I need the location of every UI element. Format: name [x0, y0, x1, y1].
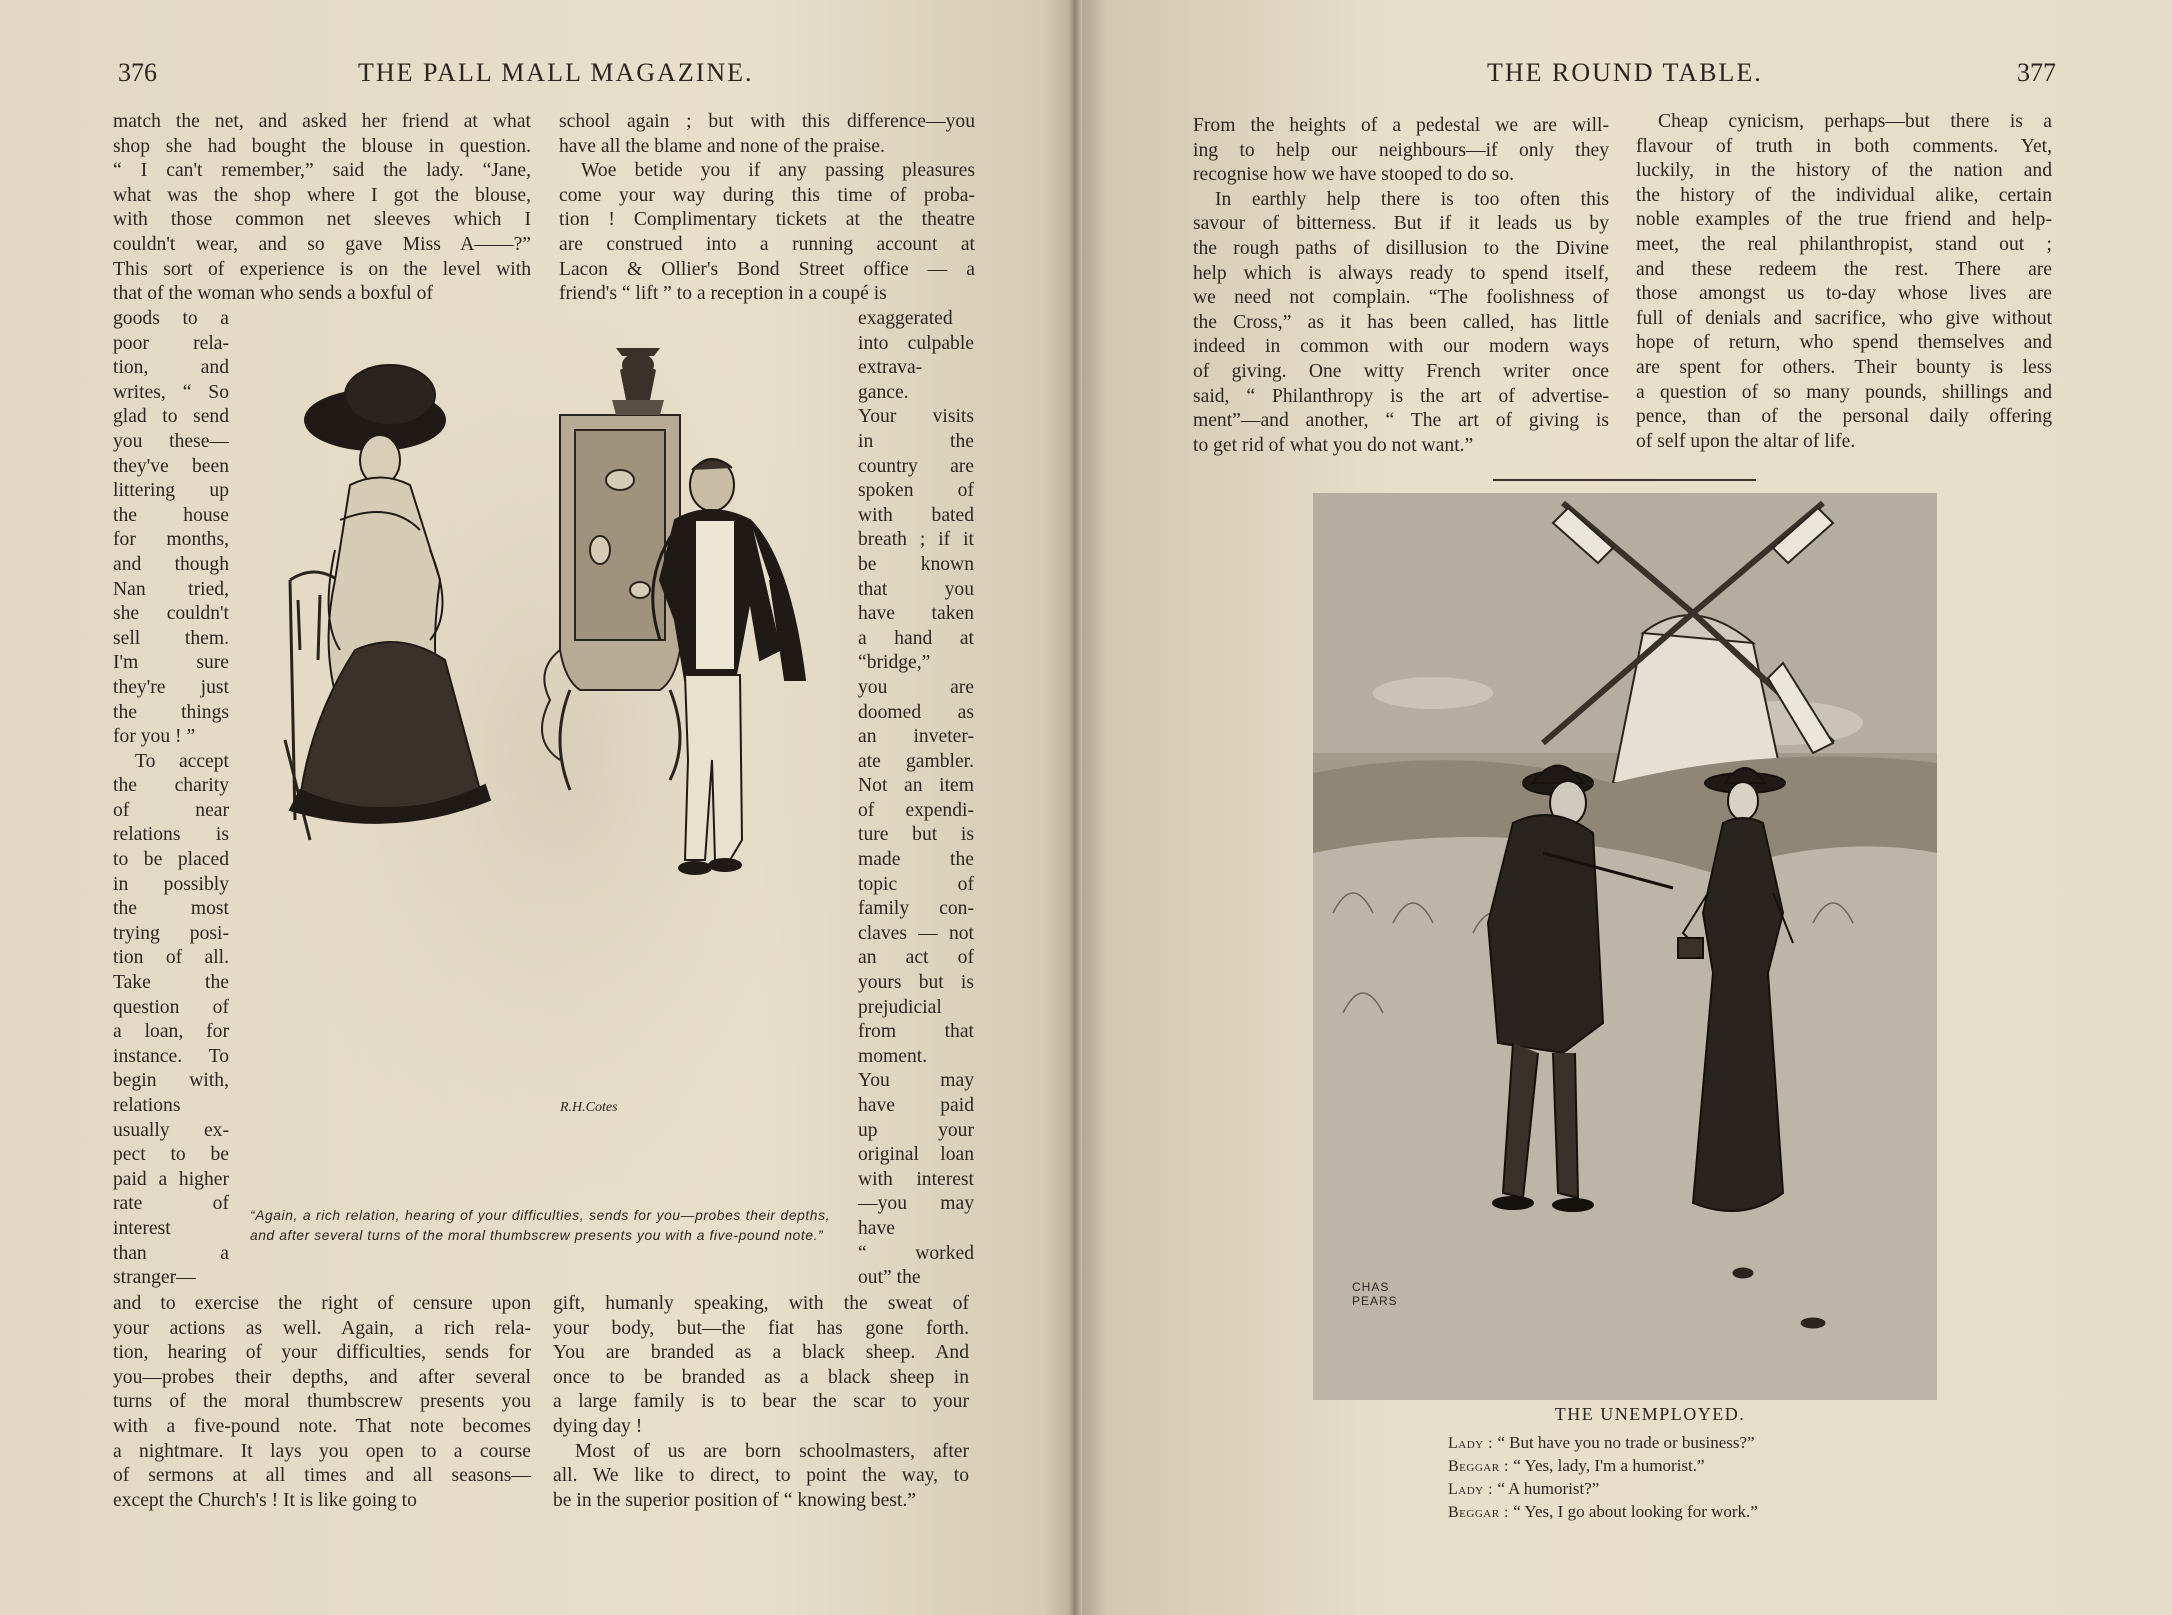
text-line: In earthly help there is too often this: [1215, 188, 1609, 210]
text-line: trying posi-: [113, 922, 229, 944]
text-line: dying day !: [553, 1415, 643, 1437]
text-line: those amongst us to-day whose lives are: [1636, 283, 2052, 305]
text-line: they're just: [113, 676, 229, 698]
text-line: shop she had bought the blouse in question.: [113, 135, 531, 157]
text-line: writes, “ So: [113, 381, 229, 403]
text-line: turns of the moral thumbscrew presents you: [113, 1391, 531, 1413]
text-line: relations: [113, 1095, 181, 1116]
text-line: “bridge,”: [858, 652, 931, 674]
text-line: up your: [858, 1119, 974, 1141]
text-line: Nan tried,: [113, 578, 229, 600]
text-line: of expendi-: [858, 799, 974, 821]
text-line: out” the: [858, 1267, 921, 1289]
text-line: have all the blame and none of the praise.: [559, 135, 885, 157]
text-line: than a: [113, 1242, 229, 1264]
text-line: to get rid of what you do not want.”: [1193, 434, 1474, 456]
text-line: once to be branded as a black sheep in: [553, 1366, 969, 1388]
text-line: stranger—: [113, 1267, 196, 1289]
dialogue-text: “ But have you no trade or business?”: [1493, 1433, 1755, 1452]
text-line: the rough paths of disillusion to the Divine: [1193, 237, 1609, 259]
running-head-left: THE PALL MALL MAGAZINE.: [358, 58, 754, 87]
text-line: are construed into a running account at: [559, 233, 975, 255]
text-line: that of the woman who sends a boxful of: [113, 283, 433, 305]
text-line: the house: [113, 504, 229, 526]
left-col1-narrow-text: [113, 307, 229, 1291]
text-line: except the Church's ! It is like going to: [113, 1489, 417, 1511]
text-line: a hand at: [858, 627, 974, 649]
text-line: friend's “ lift ” to a reception in a coupé is: [559, 283, 887, 305]
text-line: gift, humanly speaking, with the sweat of: [553, 1293, 969, 1314]
text-line: what was the shop where I got the blouse,: [113, 184, 531, 206]
text-line: with bated: [858, 504, 974, 526]
text-line: moment.: [858, 1045, 928, 1067]
text-line: the most: [113, 898, 229, 920]
figure-title: THE UNEMPLOYED.: [1554, 1404, 1746, 1424]
text-line: have: [858, 1217, 895, 1239]
text-line: —you may: [858, 1193, 974, 1215]
text-line: tion, and: [113, 357, 229, 379]
section-rule: [1493, 479, 1756, 481]
text-line: that you: [858, 578, 974, 600]
text-line: match the net, and asked her friend at what: [113, 111, 531, 132]
text-line: usually ex-: [113, 1119, 229, 1141]
text-line: begin with,: [113, 1070, 229, 1092]
text-line: school again ; but with this difference—you: [559, 111, 975, 132]
text-line: Lacon & Ollier's Bond Street office — a: [559, 258, 975, 280]
text-line: help which is always ready to spend itself,: [1193, 262, 1609, 284]
text-line: we need not complain. “The foolishness of: [1193, 287, 1609, 309]
text-line: goods to a: [113, 308, 229, 329]
text-line: pence, than of the personal daily offering: [1636, 406, 2052, 428]
text-line: interest: [113, 1217, 171, 1239]
dialogue-speaker: Lady :: [1448, 1481, 1494, 1498]
text-line: you are: [858, 676, 974, 698]
text-line: paid a higher: [113, 1168, 229, 1190]
text-line: From the heights of a pedestal we are will-: [1193, 115, 1609, 136]
text-line: question of: [113, 996, 229, 1018]
text-line: with a five-pound note. That note becomes: [113, 1415, 531, 1437]
text-line: they've been: [113, 455, 229, 477]
text-line: in possibly: [113, 873, 229, 895]
artist-signature-left: R.H.Cotes: [560, 1100, 618, 1115]
text-line: the charity: [113, 775, 229, 797]
text-line: Woe betide you if any passing pleasures: [581, 160, 975, 182]
text-line: are spent for others. Their bounty is less: [1636, 356, 2052, 378]
text-line: flavour of truth in both comments. Yet,: [1636, 135, 2052, 157]
text-line: claves — not: [858, 922, 974, 944]
text-line: a loan, for: [113, 1021, 229, 1043]
text-line: country are: [858, 455, 974, 477]
text-line: Your visits: [858, 406, 974, 428]
left-col2-narrow-text: [858, 307, 974, 1291]
text-line: of self upon the altar of life.: [1636, 430, 1856, 452]
page-number-left: 376: [118, 58, 157, 87]
left-col1-top-text: [113, 110, 531, 307]
text-line: in the: [858, 430, 974, 452]
text-line: with those common net sleeves which I: [113, 209, 531, 231]
text-line: recognise how we have stooped to do so.: [1193, 164, 1515, 186]
text-line: extrava-: [858, 357, 923, 379]
left-col2-top-text: [559, 110, 975, 307]
text-line: I'm sure: [113, 652, 229, 674]
text-line: “ I can't remember,” said the lady. “Jane,: [113, 160, 531, 182]
text-line: a question of so many pounds, shillings and: [1636, 381, 2052, 403]
page-number-right: 377: [2017, 58, 2056, 87]
text-line: original loan: [858, 1144, 974, 1166]
text-line: come your way during this time of proba-: [559, 184, 975, 206]
text-line: of sermons at all times and all seasons—: [113, 1465, 531, 1487]
text-line: a large family is to bear the scar to your: [553, 1391, 969, 1413]
text-line: indeed in common with our modern ways: [1193, 336, 1609, 358]
text-line: full of denials and sacrifice, who give without: [1636, 307, 2052, 329]
dialogue-text: “ A humorist?”: [1493, 1479, 1600, 1498]
illustration-the-unemployed: [1313, 493, 1937, 1400]
text-line: prejudicial: [858, 996, 942, 1018]
text-line: a nightmare. It lays you open to a course: [113, 1440, 531, 1462]
text-line: Not an item: [858, 775, 974, 797]
text-line: into culpable: [858, 332, 974, 354]
dialogue-speaker: Beggar :: [1448, 1458, 1510, 1475]
text-line: the Cross,” as it has been called, has little: [1193, 311, 1609, 333]
text-line: all. We like to direct, to point the way, to: [553, 1465, 969, 1487]
dialogue-speaker: Beggar :: [1448, 1504, 1510, 1521]
text-line: gance.: [858, 381, 909, 403]
text-line: topic of: [858, 873, 974, 895]
text-line: be known: [858, 553, 974, 575]
artist-signature-right: CHAS PEARS: [1352, 1280, 1398, 1308]
dialogue-line: [1448, 1478, 1758, 1501]
text-line: and though: [113, 553, 229, 575]
dialogue-text: “ Yes, I go about looking for work.”: [1509, 1502, 1758, 1521]
text-line: spoken of: [858, 480, 974, 502]
text-line: littering up: [113, 480, 229, 502]
text-line: This sort of experience is on the level with: [113, 258, 531, 280]
text-line: and these redeem the rest. There are: [1636, 258, 2052, 280]
text-line: you—probes their depths, and after several: [113, 1366, 531, 1388]
right-col1-text: [1193, 114, 1609, 458]
text-line: the history of the individual alike, certain: [1636, 184, 2052, 206]
text-line: for you ! ”: [113, 726, 196, 748]
text-line: breath ; if it: [858, 529, 974, 551]
text-line: meet, the real philanthropist, stand out ;: [1636, 233, 2052, 255]
text-line: ment”—and another, “ The art of giving is: [1193, 410, 1609, 432]
text-line: have taken: [858, 603, 974, 625]
dialogue-line: [1448, 1432, 1758, 1455]
text-line: tion of all.: [113, 947, 229, 969]
dialogue-line: [1448, 1455, 1758, 1478]
illustration-wealthy-relation: [280, 320, 840, 1190]
text-line: luckily, in the history of the nation and: [1636, 160, 2052, 182]
text-line: glad to send: [113, 406, 229, 428]
text-line: You are branded as a black sheep. And: [553, 1342, 969, 1364]
text-line: ate gambler.: [858, 750, 974, 772]
text-line: family con-: [858, 898, 974, 920]
text-line: Most of us are born schoolmasters, after: [575, 1440, 969, 1462]
text-line: for months,: [113, 529, 229, 551]
text-line: You may: [858, 1070, 974, 1092]
text-line: to be placed: [113, 849, 229, 871]
dialogue-speaker: Lady :: [1448, 1435, 1494, 1452]
left-col2-bottom-text: [553, 1292, 969, 1513]
text-line: hope of return, who spend themselves and: [1636, 332, 2052, 354]
dialogue-line: [1448, 1501, 1758, 1524]
running-head-right: THE ROUND TABLE.: [1487, 58, 1763, 87]
text-line: an act of: [858, 947, 974, 969]
text-line: ture but is: [858, 824, 974, 846]
text-line: doomed as: [858, 701, 974, 723]
text-line: of giving. One witty French writer once: [1193, 360, 1609, 382]
figure-dialogue: [1448, 1432, 1758, 1524]
text-line: Cheap cynicism, perhaps—but there is a: [1658, 111, 2052, 132]
text-line: have paid: [858, 1095, 974, 1116]
right-col2-text: [1636, 110, 2052, 454]
text-line: from that: [858, 1021, 974, 1043]
text-line: ing to help our neighbours—if only they: [1193, 139, 1609, 161]
illustration-caption: “Again, a rich relation, hearing of your difficulties, sends for you—probes their depths, and after several turns of the moral thumbscrew presents you with a five-pound note.”: [250, 1208, 830, 1243]
text-line: noble examples of the true friend and help-: [1636, 209, 2052, 231]
text-line: said, “ Philanthropy is the art of advertise-: [1193, 385, 1609, 407]
text-line: and to exercise the right of censure upon: [113, 1293, 531, 1314]
text-line: she couldn't: [113, 603, 229, 625]
text-line: rate of: [113, 1193, 229, 1215]
text-line: couldn't wear, and so gave Miss A——?”: [113, 233, 531, 255]
text-line: savour of bitterness. But if it leads us by: [1193, 213, 1609, 235]
text-line: yours but is: [858, 972, 974, 994]
text-line: tion, hearing of your difficulties, sends for: [113, 1342, 531, 1364]
book-gutter: [1068, 0, 1082, 1615]
text-line: your body, but—the fiat has gone forth.: [553, 1317, 969, 1339]
text-line: poor rela-: [113, 332, 229, 354]
text-line: To accept: [135, 750, 229, 772]
text-line: “ worked: [858, 1242, 974, 1264]
text-line: sell them.: [113, 627, 229, 649]
text-line: you these—: [113, 430, 229, 452]
text-line: tion ! Complimentary tickets at the theatre: [559, 209, 975, 231]
text-line: Take the: [113, 972, 229, 994]
text-line: relations is: [113, 824, 229, 846]
text-line: of near: [113, 799, 229, 821]
left-col1-bottom-text: [113, 1292, 531, 1513]
text-line: instance. To: [113, 1045, 229, 1067]
text-line: made the: [858, 849, 974, 871]
dialogue-text: “ Yes, lady, I'm a humorist.”: [1509, 1456, 1705, 1475]
text-line: exaggerated: [858, 308, 953, 329]
text-line: be in the superior position of “ knowing best.”: [553, 1489, 916, 1511]
text-line: the things: [113, 701, 229, 723]
text-line: with interest: [858, 1168, 974, 1190]
text-line: an inveter-: [858, 726, 974, 748]
text-line: your actions as well. Again, a rich rela-: [113, 1317, 531, 1339]
text-line: pect to be: [113, 1144, 229, 1166]
